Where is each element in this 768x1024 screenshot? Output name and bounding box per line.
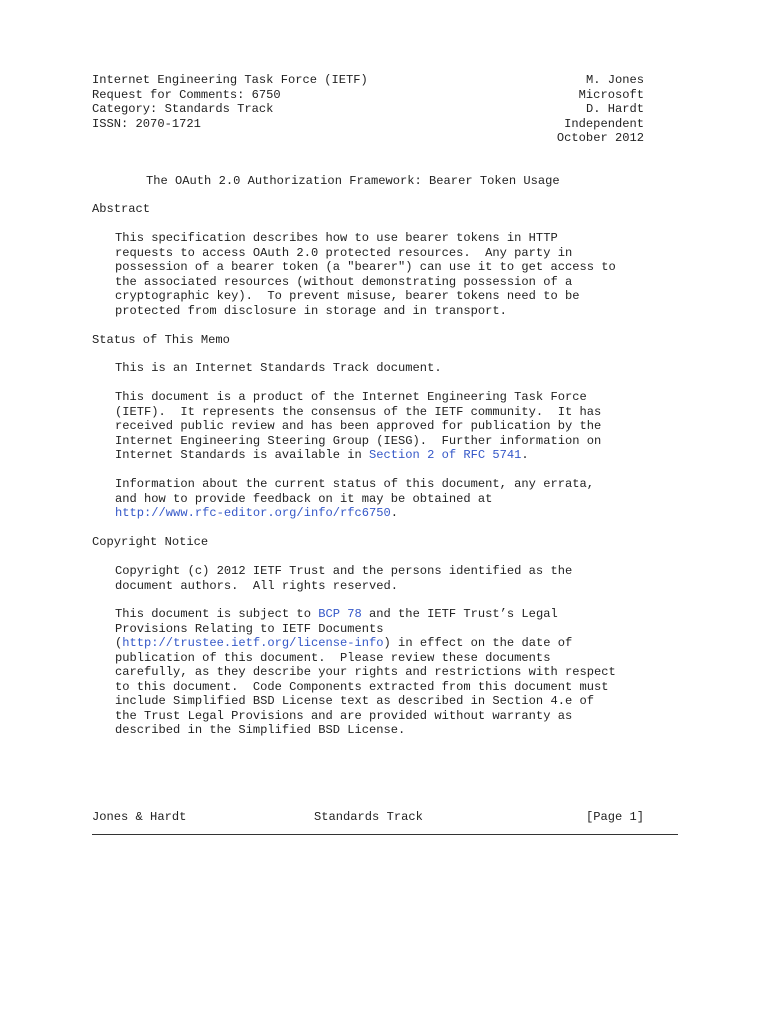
copyright-line: Copyright (c) 2012 IETF Trust and the persons identified as the: [115, 564, 573, 578]
abstract-line: the associated resources (without demonstrating possession of a: [115, 274, 573, 289]
copyright-line: to this document. Code Components extracted from this document must: [115, 679, 609, 694]
header-author-1: M. Jones: [585, 73, 644, 87]
status-heading: Status of This Memo: [92, 333, 230, 347]
abstract-line: protected from disclosure in storage and in transport.: [115, 303, 507, 318]
header-rfc-number: Request for Comments: 6750: [92, 87, 281, 102]
bcp78-link[interactable]: BCP 78: [318, 607, 362, 621]
footer-category: Standards Track: [314, 810, 423, 824]
copyright-line: document authors. All rights reserved.: [115, 578, 399, 593]
page-footer: [92, 810, 644, 825]
abstract-line: This specification describes how to use bearer tokens in HTTP: [115, 231, 558, 245]
copyright-line: include Simplified BSD License text as described in Section 4.e of: [115, 694, 594, 708]
status-line: received public review and has been approved for publication by the: [115, 419, 602, 433]
status-line: This document is a product of the Internet Engineering Task Force: [115, 390, 587, 404]
copyright-line: Provisions Relating to IETF Documents: [115, 621, 384, 636]
copyright-text: and the IETF Trust’s Legal: [361, 607, 558, 621]
header-issn: ISSN: 2070-1721: [92, 116, 201, 131]
rfc-editor-link[interactable]: http://www.rfc-editor.org/info/rfc6750: [115, 506, 391, 520]
status-line: [115, 448, 644, 463]
status-text: Internet Standards is available in: [115, 448, 370, 462]
header-left: [92, 73, 422, 131]
abstract-heading: Abstract: [92, 202, 151, 216]
status-text: .: [521, 448, 529, 462]
status-text: .: [390, 506, 399, 520]
copyright-text: (: [115, 636, 123, 650]
copyright-line: [115, 636, 644, 651]
header-date: October 2012: [556, 131, 644, 145]
copyright-line: described in the Simplified BSD License.: [115, 723, 406, 737]
copyright-heading: Copyright Notice: [92, 535, 209, 549]
header-affiliation-1: Microsoft: [578, 87, 644, 102]
header-category: Category: Standards Track: [92, 102, 274, 116]
copyright-text: ) in effect on the date of: [383, 636, 573, 650]
abstract-line: cryptographic key). To prevent misuse, bearer tokens need to be: [115, 289, 580, 303]
copyright-line: carefully, as they describe your rights and restrictions with respect: [115, 665, 616, 679]
status-line: (IETF). It represents the consensus of the IETF community. It has: [115, 404, 602, 419]
footer-page-number: [Page 1]: [585, 810, 644, 824]
header-author-2: D. Hardt: [585, 102, 644, 116]
footer-divider: [92, 834, 678, 835]
status-line: and how to provide feedback on it may be obtained at: [115, 491, 493, 506]
copyright-line: the Trust Legal Provisions and are provided without warranty as: [115, 708, 573, 723]
abstract-line: requests to access OAuth 2.0 protected resources. Any party in: [115, 245, 573, 260]
copyright-text: This document is subject to: [115, 607, 319, 621]
footer-authors: Jones & Hardt: [92, 810, 187, 824]
document-title: The OAuth 2.0 Authorization Framework: Bearer Token Usage: [146, 174, 560, 188]
header-org: Internet Engineering Task Force (IETF): [92, 73, 368, 87]
status-line: [115, 506, 644, 521]
header-affiliation-2: Independent: [564, 116, 644, 131]
copyright-line: publication of this document. Please review these documents: [115, 650, 551, 665]
rfc5741-section-link[interactable]: Section 2 of RFC 5741: [369, 448, 522, 462]
abstract-line: possession of a bearer token (a "bearer") can use it to get access to: [115, 260, 616, 274]
header-right: [450, 73, 644, 146]
status-paragraph: This is an Internet Standards Track document.: [115, 361, 442, 375]
status-line: Information about the current status of this document, any errata,: [115, 477, 594, 491]
license-info-link[interactable]: http://trustee.ietf.org/license-info: [122, 636, 384, 650]
status-line: Internet Engineering Steering Group (IESG). Further information on: [115, 433, 602, 448]
copyright-line: [115, 607, 644, 622]
